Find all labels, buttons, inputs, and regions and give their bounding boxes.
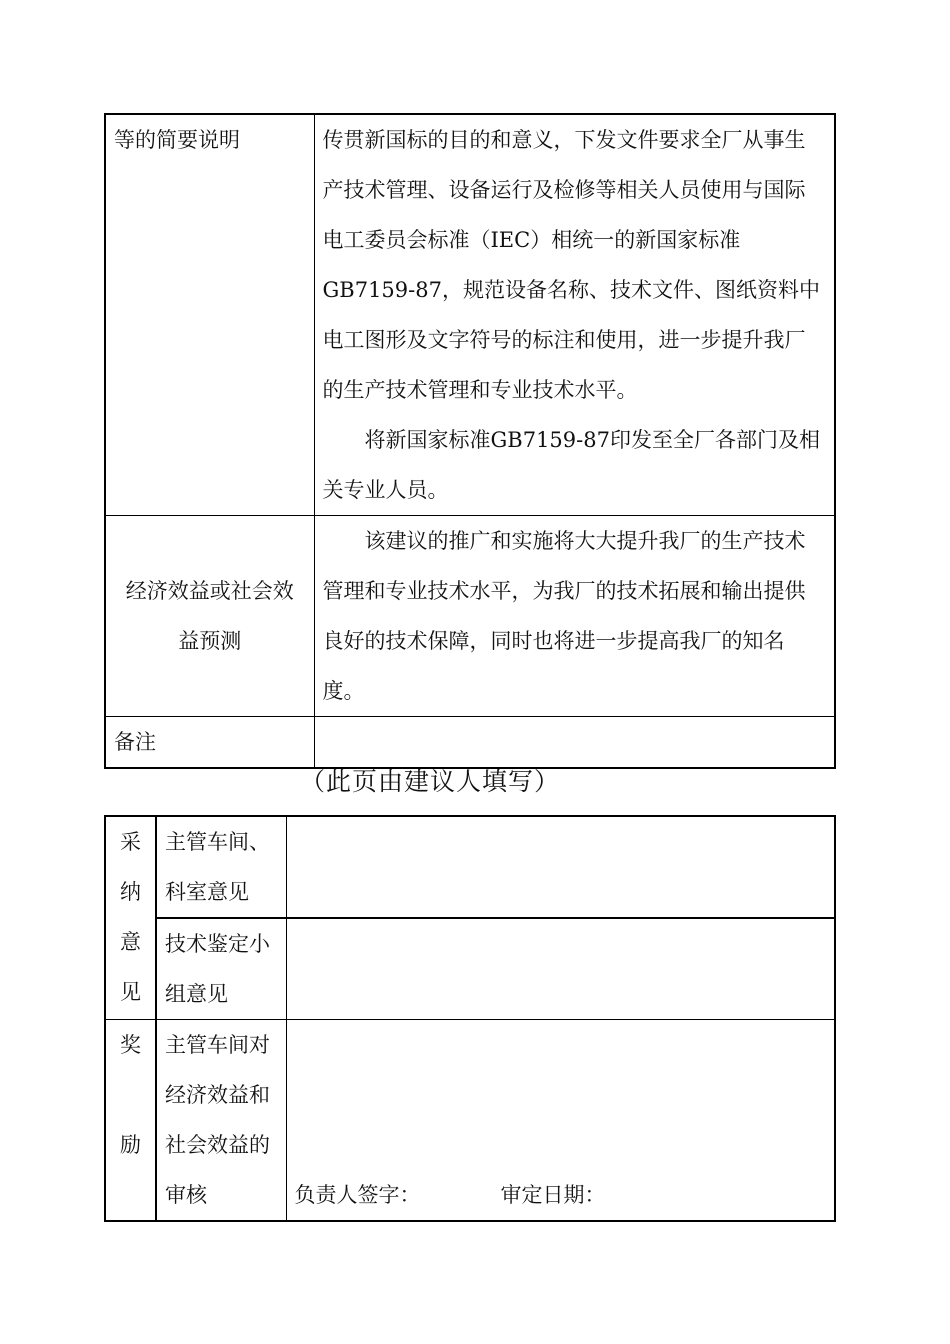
reward-char-2: 励 [120,1133,141,1157]
reward-review-value-cell [286,1020,835,1222]
benefit-label-cell [105,516,314,717]
benefit-content-cell [314,516,835,717]
workshop-opinion-label-line-2: 科室意见 [165,880,249,904]
appraisal-opinion-label-line-1: 技术鉴定小 [165,932,270,956]
reward-char-1: 奖 [120,1033,141,1057]
benefit-row [105,516,835,717]
benefit-label-line-1: 经济效益或社会效 [125,579,294,603]
benefit-label-line-2: 益预测 [178,629,242,653]
remarks-value-cell [314,717,835,769]
reward-review-label-line-1: 主管车间对 [165,1033,270,1057]
adoption-char-4: 见 [120,980,141,1004]
signature-label: 负责人签字： [294,1183,421,1207]
reward-review-label-cell [156,1020,286,1222]
description-label: 等的简要说明 [114,128,240,152]
appraisal-opinion-label-cell [156,918,286,1020]
adoption-char-3: 意 [120,930,141,954]
proposal-table [104,113,836,769]
appraisal-opinion-label-line-2: 组意见 [165,982,228,1006]
appraisal-opinion-row [105,918,835,1020]
signature-line [295,1170,827,1220]
remarks-label-cell [105,717,314,769]
workshop-opinion-label-line-1: 主管车间、 [165,830,270,854]
reward-review-label-line-2: 经济效益和 [165,1083,270,1107]
description-content-cell [314,114,835,516]
workshop-opinion-label-cell [156,816,286,918]
reward-review-label-line-3: 社会效益的 [165,1133,270,1157]
benefit-paragraph: 该建议的推广和实施将大大提升我厂的生产技术管理和专业技术水平，为我厂的技术拓展和输出提供良好的技术保障，同时也将进一步提高我厂的知名度。 [322,529,806,703]
review-date-label: 审定日期： [500,1183,606,1207]
appraisal-opinion-value-cell [286,918,835,1020]
adoption-char-1: 采 [120,830,141,854]
reward-review-row [105,1020,835,1222]
reward-review-label-line-4: 审核 [165,1183,207,1207]
description-paragraph-2: 将新国家标准GB7159-87印发至全厂各部门及相关专业人员。 [322,428,820,502]
remarks-label: 备注 [114,730,156,754]
adoption-char-2: 纳 [120,880,141,904]
workshop-opinion-row [105,816,835,918]
description-label-cell [105,114,314,516]
adoption-opinion-group-cell [105,816,156,1020]
review-table [104,815,836,1222]
reward-group-cell [105,1020,156,1222]
description-paragraph-1: 传贯新国标的目的和意义，下发文件要求全厂从事生产技术管理、设备运行及检修等相关人员使用与国际电工委员会标准（IEC）相统一的新国家标准GB7159-87，规范设备名称、技术文件、图纸资料中电工图形及文字符号的标注和使用，进一步提升我厂的生产技术管理和专业技术水平。 [322,128,820,402]
workshop-opinion-value-cell [286,816,835,918]
remarks-row [105,717,835,769]
page-caption: （此页由建议人填写） [299,767,560,796]
description-row [105,114,835,516]
